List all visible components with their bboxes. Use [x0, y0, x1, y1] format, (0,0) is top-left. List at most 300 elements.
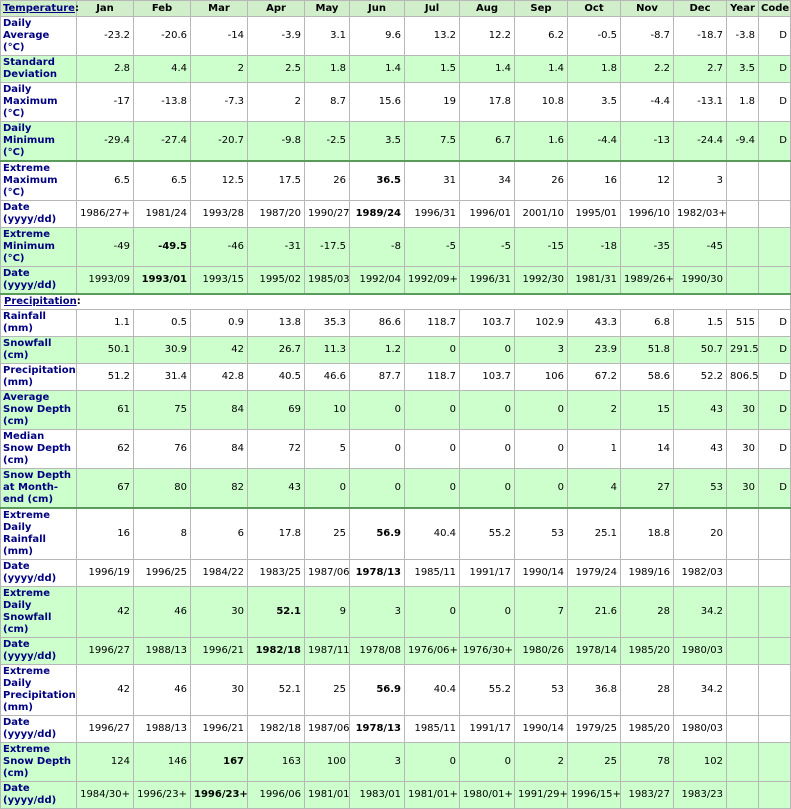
year-cell: 30: [727, 391, 759, 430]
data-cell: 43.3: [568, 310, 621, 337]
header-row: [1, 1, 791, 17]
data-cell: 7.5: [405, 122, 460, 162]
data-cell: 36.8: [568, 665, 621, 716]
data-cell: 1980/26: [515, 638, 568, 665]
precipitation-section-header: Precipitation:: [1, 294, 791, 310]
data-cell: 1981/01+: [405, 782, 460, 809]
data-cell: 2: [515, 743, 568, 782]
data-cell: 1978/13: [350, 716, 405, 743]
data-cell: 3: [350, 587, 405, 638]
year-cell: [727, 228, 759, 267]
data-cell: 53: [515, 665, 568, 716]
year-cell: 1.8: [727, 83, 759, 122]
data-cell: 124: [77, 743, 134, 782]
data-cell: 58.6: [621, 364, 674, 391]
data-cell: 1990/30: [674, 267, 727, 295]
data-cell: 1987/11: [305, 638, 350, 665]
code-cell: D: [759, 56, 791, 83]
table-row: [1, 201, 791, 228]
data-cell: 9: [305, 587, 350, 638]
data-cell: 1988/13: [134, 716, 191, 743]
data-cell: 3: [350, 743, 405, 782]
data-cell: 1976/06+: [405, 638, 460, 665]
data-cell: 6.5: [134, 161, 191, 201]
code-cell: D: [759, 430, 791, 469]
data-cell: 0: [405, 430, 460, 469]
year-cell: [727, 560, 759, 587]
table-row: [1, 228, 791, 267]
table-row: [1, 782, 791, 809]
data-cell: 1.4: [460, 56, 515, 83]
data-cell: 0: [405, 743, 460, 782]
data-cell: 1982/18: [248, 638, 305, 665]
row-label: Extreme Daily Snowfall (cm): [1, 587, 77, 638]
data-cell: 1: [568, 430, 621, 469]
data-cell: -18: [568, 228, 621, 267]
data-cell: 0: [305, 469, 350, 509]
table-row: [1, 716, 791, 743]
data-cell: 16: [77, 508, 134, 560]
data-cell: 1986/27+: [77, 201, 134, 228]
data-cell: 6.8: [621, 310, 674, 337]
data-cell: 56.9: [350, 508, 405, 560]
data-cell: 1995/02: [248, 267, 305, 295]
data-cell: 1987/06: [305, 560, 350, 587]
data-cell: -18.7: [674, 17, 727, 56]
data-cell: 25: [305, 508, 350, 560]
data-cell: 17.8: [248, 508, 305, 560]
data-cell: 1985/20: [621, 638, 674, 665]
data-cell: -17: [77, 83, 134, 122]
row-label: Extreme Daily Precipitation (mm): [1, 665, 77, 716]
data-cell: 76: [134, 430, 191, 469]
data-cell: 28: [621, 665, 674, 716]
data-cell: 1993/15: [191, 267, 248, 295]
data-cell: 42: [77, 587, 134, 638]
data-cell: 1996/10: [621, 201, 674, 228]
data-cell: 52.1: [248, 665, 305, 716]
data-cell: -8.7: [621, 17, 674, 56]
table-row: [1, 17, 791, 56]
month-header-aug: Aug: [460, 1, 515, 17]
row-label: Date (yyyy/dd): [1, 267, 77, 295]
data-cell: 42.8: [191, 364, 248, 391]
data-cell: 34.2: [674, 587, 727, 638]
month-header-nov: Nov: [621, 1, 674, 17]
data-cell: 2: [568, 391, 621, 430]
data-cell: 1989/16: [621, 560, 674, 587]
data-cell: 6.5: [77, 161, 134, 201]
data-cell: 118.7: [405, 310, 460, 337]
year-cell: [727, 665, 759, 716]
data-cell: -20.7: [191, 122, 248, 162]
code-cell: D: [759, 391, 791, 430]
data-cell: 26: [515, 161, 568, 201]
row-label: Extreme Daily Rainfall (mm): [1, 508, 77, 560]
data-cell: 0: [460, 337, 515, 364]
data-cell: 40.4: [405, 508, 460, 560]
data-cell: 84: [191, 430, 248, 469]
year-cell: [727, 587, 759, 638]
data-cell: 146: [134, 743, 191, 782]
month-header-feb: Feb: [134, 1, 191, 17]
year-cell: [727, 508, 759, 560]
data-cell: 2: [191, 56, 248, 83]
table-row: [1, 560, 791, 587]
data-cell: 5: [305, 430, 350, 469]
data-cell: 18.8: [621, 508, 674, 560]
data-cell: 102: [674, 743, 727, 782]
data-cell: 42: [191, 337, 248, 364]
data-cell: 10: [305, 391, 350, 430]
data-cell: 1976/30+: [460, 638, 515, 665]
row-label: Snowfall (cm): [1, 337, 77, 364]
data-cell: 1981/24: [134, 201, 191, 228]
data-cell: 55.2: [460, 508, 515, 560]
table-row: [1, 638, 791, 665]
data-cell: 17.8: [460, 83, 515, 122]
data-cell: 1990/27: [305, 201, 350, 228]
data-cell: 21.6: [568, 587, 621, 638]
data-cell: 1988/13: [134, 638, 191, 665]
table-row: [1, 391, 791, 430]
data-cell: 1985/11: [405, 716, 460, 743]
data-cell: 8: [134, 508, 191, 560]
data-cell: -5: [460, 228, 515, 267]
code-cell: [759, 201, 791, 228]
row-label: Date (yyyy/dd): [1, 638, 77, 665]
data-cell: 40.5: [248, 364, 305, 391]
data-cell: 17.5: [248, 161, 305, 201]
data-cell: -4.4: [568, 122, 621, 162]
data-cell: 1978/14: [568, 638, 621, 665]
data-cell: 55.2: [460, 665, 515, 716]
data-cell: -17.5: [305, 228, 350, 267]
data-cell: 2.2: [621, 56, 674, 83]
data-cell: 1996/23+: [191, 782, 248, 809]
data-cell: 8.7: [305, 83, 350, 122]
data-cell: -45: [674, 228, 727, 267]
data-cell: -9.8: [248, 122, 305, 162]
code-cell: [759, 508, 791, 560]
data-cell: 67: [77, 469, 134, 509]
data-cell: 1.2: [350, 337, 405, 364]
row-label: Average Snow Depth (cm): [1, 391, 77, 430]
data-cell: 1.5: [405, 56, 460, 83]
month-header-may: May: [305, 1, 350, 17]
data-cell: 1983/01: [350, 782, 405, 809]
data-cell: 1996/15+: [568, 782, 621, 809]
data-cell: 2001/10: [515, 201, 568, 228]
data-cell: 1.1: [77, 310, 134, 337]
data-cell: 1989/26+: [621, 267, 674, 295]
data-cell: 1996/21: [191, 638, 248, 665]
data-cell: 1996/27: [77, 638, 134, 665]
data-cell: 43: [248, 469, 305, 509]
data-cell: 84: [191, 391, 248, 430]
data-cell: 31: [405, 161, 460, 201]
data-cell: 25.1: [568, 508, 621, 560]
data-cell: 1991/17: [460, 716, 515, 743]
data-cell: 1979/25: [568, 716, 621, 743]
table-row: [1, 665, 791, 716]
year-cell: [727, 743, 759, 782]
data-cell: 1980/03: [674, 716, 727, 743]
data-cell: 1982/18: [248, 716, 305, 743]
data-cell: 1985/11: [405, 560, 460, 587]
data-cell: 80: [134, 469, 191, 509]
data-cell: 2.7: [674, 56, 727, 83]
data-cell: 53: [515, 508, 568, 560]
code-cell: D: [759, 469, 791, 509]
code-cell: [759, 665, 791, 716]
data-cell: 82: [191, 469, 248, 509]
data-cell: 20: [674, 508, 727, 560]
year-cell: [727, 782, 759, 809]
data-cell: 1996/31: [460, 267, 515, 295]
table-row: [1, 122, 791, 162]
data-cell: 1996/27: [77, 716, 134, 743]
data-cell: 31.4: [134, 364, 191, 391]
data-cell: 1990/14: [515, 716, 568, 743]
row-label: Extreme Maximum (°C): [1, 161, 77, 201]
data-cell: 15: [621, 391, 674, 430]
data-cell: 16: [568, 161, 621, 201]
data-cell: 9.6: [350, 17, 405, 56]
data-cell: 0: [460, 430, 515, 469]
year-cell: [727, 716, 759, 743]
table-row: [1, 83, 791, 122]
data-cell: 14: [621, 430, 674, 469]
data-cell: 67.2: [568, 364, 621, 391]
data-cell: 103.7: [460, 364, 515, 391]
data-cell: -8: [350, 228, 405, 267]
month-header-dec: Dec: [674, 1, 727, 17]
data-cell: 0: [460, 587, 515, 638]
data-cell: 0: [350, 391, 405, 430]
data-cell: 10.8: [515, 83, 568, 122]
data-cell: 86.6: [350, 310, 405, 337]
data-cell: 1993/01: [134, 267, 191, 295]
data-cell: 1995/01: [568, 201, 621, 228]
data-cell: -4.4: [621, 83, 674, 122]
data-cell: 6.7: [460, 122, 515, 162]
year-cell: 30: [727, 469, 759, 509]
data-cell: 1996/06: [248, 782, 305, 809]
data-cell: 27: [621, 469, 674, 509]
code-cell: [759, 638, 791, 665]
data-cell: 43: [674, 430, 727, 469]
code-cell: D: [759, 364, 791, 391]
data-cell: 2.8: [77, 56, 134, 83]
row-label: Precipitation (mm): [1, 364, 77, 391]
data-cell: 1996/01: [460, 201, 515, 228]
data-cell: 13.8: [248, 310, 305, 337]
data-cell: 1981/01: [305, 782, 350, 809]
code-cell: [759, 716, 791, 743]
data-cell: 52.2: [674, 364, 727, 391]
data-cell: 1996/19: [77, 560, 134, 587]
data-cell: 1992/04: [350, 267, 405, 295]
data-cell: -15: [515, 228, 568, 267]
data-cell: 1991/29+: [515, 782, 568, 809]
data-cell: 75: [134, 391, 191, 430]
data-cell: 1978/13: [350, 560, 405, 587]
data-cell: 4: [568, 469, 621, 509]
data-cell: 106: [515, 364, 568, 391]
data-cell: -35: [621, 228, 674, 267]
data-cell: -13.1: [674, 83, 727, 122]
data-cell: 1991/17: [460, 560, 515, 587]
data-cell: -5: [405, 228, 460, 267]
data-cell: 0: [405, 469, 460, 509]
data-cell: 3: [674, 161, 727, 201]
data-cell: 19: [405, 83, 460, 122]
data-cell: 50.7: [674, 337, 727, 364]
data-cell: 12: [621, 161, 674, 201]
data-cell: -7.3: [191, 83, 248, 122]
year-cell: [727, 638, 759, 665]
year-cell: 30: [727, 430, 759, 469]
year-header: Year: [727, 1, 759, 17]
code-cell: [759, 161, 791, 201]
code-cell: D: [759, 310, 791, 337]
data-cell: 53: [674, 469, 727, 509]
data-cell: 30.9: [134, 337, 191, 364]
row-label: Standard Deviation: [1, 56, 77, 83]
row-label: Date (yyyy/dd): [1, 201, 77, 228]
year-cell: [727, 267, 759, 295]
data-cell: 34.2: [674, 665, 727, 716]
data-cell: 62: [77, 430, 134, 469]
data-cell: 1984/22: [191, 560, 248, 587]
code-cell: D: [759, 17, 791, 56]
data-cell: 23.9: [568, 337, 621, 364]
data-cell: 2: [248, 83, 305, 122]
data-cell: 1.6: [515, 122, 568, 162]
data-cell: 1992/09+: [405, 267, 460, 295]
precipitation-section-row: [1, 294, 791, 310]
data-cell: 0: [515, 391, 568, 430]
table-row: [1, 267, 791, 295]
data-cell: 12.5: [191, 161, 248, 201]
data-cell: 1989/24: [350, 201, 405, 228]
data-cell: 1.4: [515, 56, 568, 83]
data-cell: -2.5: [305, 122, 350, 162]
data-cell: 78: [621, 743, 674, 782]
data-cell: 26: [305, 161, 350, 201]
year-cell: 291.5: [727, 337, 759, 364]
data-cell: 163: [248, 743, 305, 782]
month-header-apr: Apr: [248, 1, 305, 17]
data-cell: 13.2: [405, 17, 460, 56]
table-row: [1, 469, 791, 509]
data-cell: 1983/23: [674, 782, 727, 809]
data-cell: 1980/03: [674, 638, 727, 665]
data-cell: 52.1: [248, 587, 305, 638]
data-cell: -46: [191, 228, 248, 267]
month-header-jun: Jun: [350, 1, 405, 17]
data-cell: 1983/27: [621, 782, 674, 809]
data-cell: 51.8: [621, 337, 674, 364]
data-cell: 1987/06: [305, 716, 350, 743]
data-cell: 11.3: [305, 337, 350, 364]
data-cell: 6.2: [515, 17, 568, 56]
data-cell: 0: [405, 337, 460, 364]
month-header-mar: Mar: [191, 1, 248, 17]
data-cell: 1.8: [568, 56, 621, 83]
table-row: [1, 743, 791, 782]
data-cell: -49: [77, 228, 134, 267]
data-cell: 0: [350, 469, 405, 509]
data-cell: 46: [134, 665, 191, 716]
table-row: [1, 56, 791, 83]
data-cell: -49.5: [134, 228, 191, 267]
data-cell: 42: [77, 665, 134, 716]
year-cell: 515: [727, 310, 759, 337]
row-label: Extreme Minimum (°C): [1, 228, 77, 267]
code-cell: [759, 560, 791, 587]
data-cell: -31: [248, 228, 305, 267]
data-cell: 25: [305, 665, 350, 716]
year-cell: -9.4: [727, 122, 759, 162]
data-cell: -3.9: [248, 17, 305, 56]
table-row: [1, 430, 791, 469]
data-cell: 35.3: [305, 310, 350, 337]
data-cell: 3.1: [305, 17, 350, 56]
data-cell: -13: [621, 122, 674, 162]
data-cell: 1.8: [305, 56, 350, 83]
row-label: Date (yyyy/dd): [1, 782, 77, 809]
data-cell: 1992/30: [515, 267, 568, 295]
data-cell: 1982/03: [674, 560, 727, 587]
row-label: Median Snow Depth (cm): [1, 430, 77, 469]
month-header-sep: Sep: [515, 1, 568, 17]
data-cell: 3.5: [350, 122, 405, 162]
row-label: Daily Minimum (°C): [1, 122, 77, 162]
data-cell: 6: [191, 508, 248, 560]
data-cell: 46.6: [305, 364, 350, 391]
data-cell: -0.5: [568, 17, 621, 56]
row-label: Daily Maximum (°C): [1, 83, 77, 122]
data-cell: 28: [621, 587, 674, 638]
year-cell: 806.5: [727, 364, 759, 391]
data-cell: 1990/14: [515, 560, 568, 587]
data-cell: 1985/20: [621, 716, 674, 743]
data-cell: -20.6: [134, 17, 191, 56]
year-cell: -3.8: [727, 17, 759, 56]
month-header-jul: Jul: [405, 1, 460, 17]
data-cell: 1996/31: [405, 201, 460, 228]
table-row: [1, 587, 791, 638]
row-label: Date (yyyy/dd): [1, 560, 77, 587]
month-header-oct: Oct: [568, 1, 621, 17]
data-cell: 1996/21: [191, 716, 248, 743]
data-cell: 1985/03: [305, 267, 350, 295]
data-cell: 30: [191, 587, 248, 638]
year-cell: [727, 201, 759, 228]
data-cell: -14: [191, 17, 248, 56]
data-cell: 56.9: [350, 665, 405, 716]
data-cell: 34: [460, 161, 515, 201]
data-cell: 1996/25: [134, 560, 191, 587]
data-cell: 118.7: [405, 364, 460, 391]
data-cell: 26.7: [248, 337, 305, 364]
data-cell: 0: [460, 743, 515, 782]
code-header: Code: [759, 1, 791, 17]
data-cell: -29.4: [77, 122, 134, 162]
data-cell: -23.2: [77, 17, 134, 56]
